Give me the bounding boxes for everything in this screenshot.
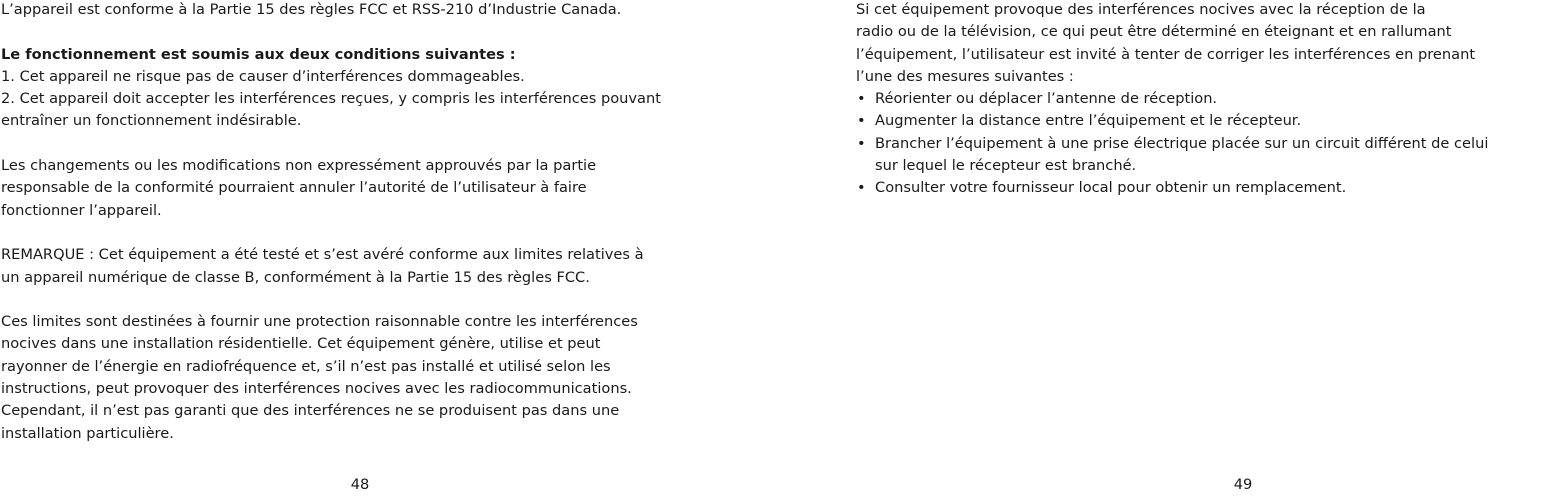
limits-paragraph-line: nocives dans une installation résidentielle. Cet équipement génère, utilise et peut xyxy=(1,335,601,353)
limits-paragraph-line: Cependant, il n’est pas garanti que des interférences ne se produisent pas dans une xyxy=(1,402,620,420)
paragraph-gap xyxy=(1,289,721,311)
paragraph-gap xyxy=(1,133,721,155)
bullet-icon: • xyxy=(857,90,866,108)
interference-intro-line: radio ou de la télévision, ce qui peut être déterminé en éteignant et en rallumant xyxy=(856,23,1452,41)
condition-2-line: 2. Cet appareil doit accepter les interférences reçues, y compris les interférences pouvant xyxy=(1,90,661,108)
list-item-text: Consulter votre fournisseur local pour obtenir un remplacement. xyxy=(875,179,1347,197)
changes-paragraph-line: fonctionner l’appareil. xyxy=(1,201,162,219)
list-item xyxy=(856,133,1566,178)
paragraph-gap xyxy=(1,21,721,43)
interference-intro-line: Si cet équipement provoque des interférences nocives avec la réception de la xyxy=(856,1,1426,18)
remarque-paragraph-line: REMARQUE : Cet équipement a été testé et s’est avéré conforme aux limites relatives à xyxy=(1,246,644,264)
changes-paragraph-line: Les changements ou les modifications non expressément approuvés par la partie xyxy=(1,157,597,175)
bullet-icon: • xyxy=(857,112,866,130)
compliance-statement: L’appareil est conforme à la Partie 15 des règles FCC et RSS-210 d’Industrie Canada. xyxy=(1,1,622,18)
condition-2-line: entraîner un fonctionnement indésirable. xyxy=(1,112,302,130)
limits-paragraph-line: instructions, peut provoquer des interférences nocives avec les radiocommunications. xyxy=(1,380,632,398)
list-item xyxy=(856,177,1566,199)
interference-intro-line: l’équipement, l’utilisateur est invité à tenter de corriger les interférences en prenant xyxy=(856,45,1476,63)
interference-intro-line: l’une des mesures suivantes : xyxy=(856,67,1074,85)
remarque-paragraph-line: un appareil numérique de classe B, conformément à la Partie 15 des règles FCC. xyxy=(1,268,590,286)
left-column xyxy=(1,0,721,445)
bullet-icon: • xyxy=(857,134,866,152)
limits-paragraph-line: Ces limites sont destinées à fournir une protection raisonnable contre les interférences xyxy=(1,313,638,331)
changes-paragraph-line: responsable de la conformité pourraient annuler l’autorité de l’utilisateur à faire xyxy=(1,179,587,197)
right-column xyxy=(856,0,1566,200)
condition-1: 1. Cet appareil ne risque pas de causer d’interférences dommageables. xyxy=(1,67,525,85)
list-item-text: sur lequel le récepteur est branché. xyxy=(875,157,1137,175)
right-page xyxy=(856,0,1566,491)
list-item xyxy=(856,110,1566,132)
list-item xyxy=(856,88,1566,110)
list-item-text: Réorienter ou déplacer l’antenne de réception. xyxy=(875,90,1218,108)
left-page xyxy=(0,0,720,491)
measures-list xyxy=(856,88,1566,199)
limits-paragraph-line: installation particulière. xyxy=(1,424,174,442)
conditions-heading: Le fonctionnement est soumis aux deux conditions suivantes : xyxy=(1,45,516,63)
list-item-text: Brancher l’équipement à une prise électrique placée sur un circuit différent de celui xyxy=(875,134,1489,152)
paragraph-gap xyxy=(1,222,721,244)
bullet-icon: • xyxy=(857,179,866,197)
page-number: 48 xyxy=(350,476,370,493)
limits-paragraph-line: rayonner de l’énergie en radiofréquence et, s’il n’est pas installé et utilisé selon les xyxy=(1,357,611,375)
list-item-text: Augmenter la distance entre l’équipement et le récepteur. xyxy=(875,112,1302,130)
page-number: 49 xyxy=(1233,476,1253,493)
